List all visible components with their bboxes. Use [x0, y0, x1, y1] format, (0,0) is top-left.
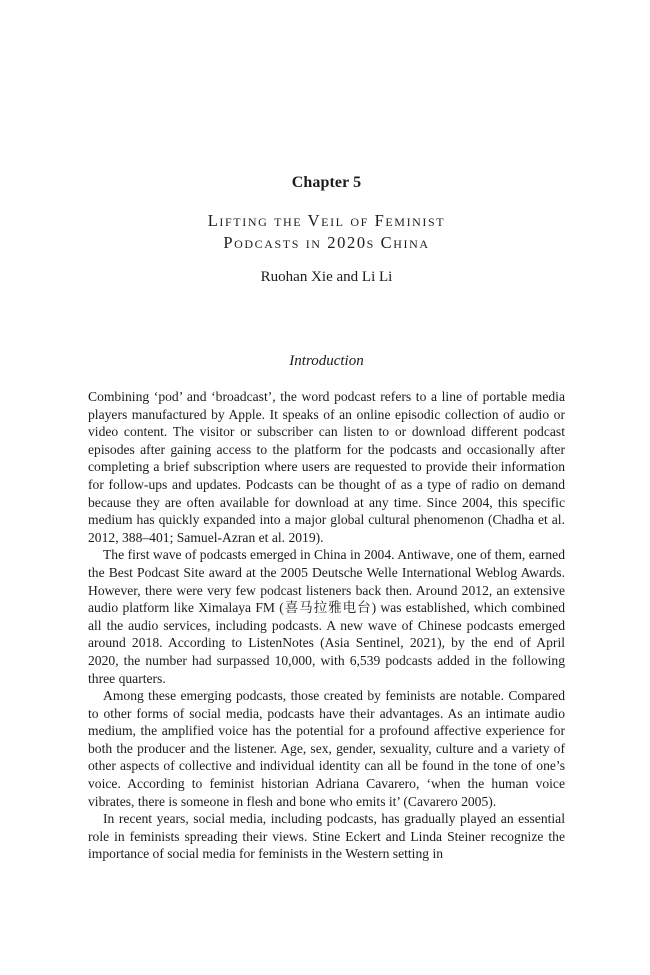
chapter-title	[88, 210, 565, 254]
paragraph: Combining ‘pod’ and ‘broadcast’, the word podcast refers to a line of portable media players manufactured by Apple. It speaks of an online episodic collection of audio or video content. The visitor or subscriber can listen to or download different podcast episodes after gaining access to the platform for the podcasts and occasionally after completing a brief subscription where users are requested to provide their information for follow-ups and updates. Podcasts can be thought of as a type of radio on demand because they are often available for download at any time. Since 2004, this specific medium has quickly expanded into a major global cultural phenomenon (Chadha et al. 2012, 388–401; Samuel-Azran et al. 2019).	[88, 389, 565, 545]
paragraph: Among these emerging podcasts, those created by feminists are notable. Compared to other forms of social media, podcasts have their advantages. As an intimate audio medium, the amplified voice has the potential for a profound affective experience for both the producer and the listener. Age, sex, gender, sexuality, culture and a variety of other aspects of collective and individual identity can all be found in the tone of one’s voice. According to feminist historian Adriana Cavarero, ‘when the human voice vibrates, there is someone in flesh and bone who emits it’ (Cavarero 2005).	[88, 688, 565, 809]
body-text	[88, 388, 565, 863]
paragraph: In recent years, social media, including podcasts, has gradually played an essential role in feminists spreading their views. Stine Eckert and Linda Steiner recognize the importance of social media for feminists in the Western setting in	[88, 811, 565, 862]
paragraph: The first wave of podcasts emerged in China in 2004. Antiwave, one of them, earned the Best Podcast Site award at the 2005 Deutsche Welle International Weblog Awards. However, there were very few podcast listeners back then. Around 2012, an extensive audio platform like Ximalaya FM (喜马拉雅电台) was established, which combined all the audio services, including podcasts. A new wave of Chinese podcasts emerged around 2018. According to ListenNotes (Asia Sentinel, 2021), by the end of April 2020, the number had surpassed 10,000, with 6,539 podcasts added in the following three quarters.	[88, 547, 565, 686]
chapter-title-line-1: Lifting the Veil of Feminist	[207, 211, 446, 230]
chapter-authors: Ruohan Xie and Li Li	[260, 269, 393, 285]
book-page	[88, 0, 565, 975]
chapter-label: Chapter 5	[291, 174, 362, 191]
section-heading: Introduction	[289, 353, 364, 369]
chapter-title-line-2: Podcasts in 2020s China	[223, 233, 430, 252]
